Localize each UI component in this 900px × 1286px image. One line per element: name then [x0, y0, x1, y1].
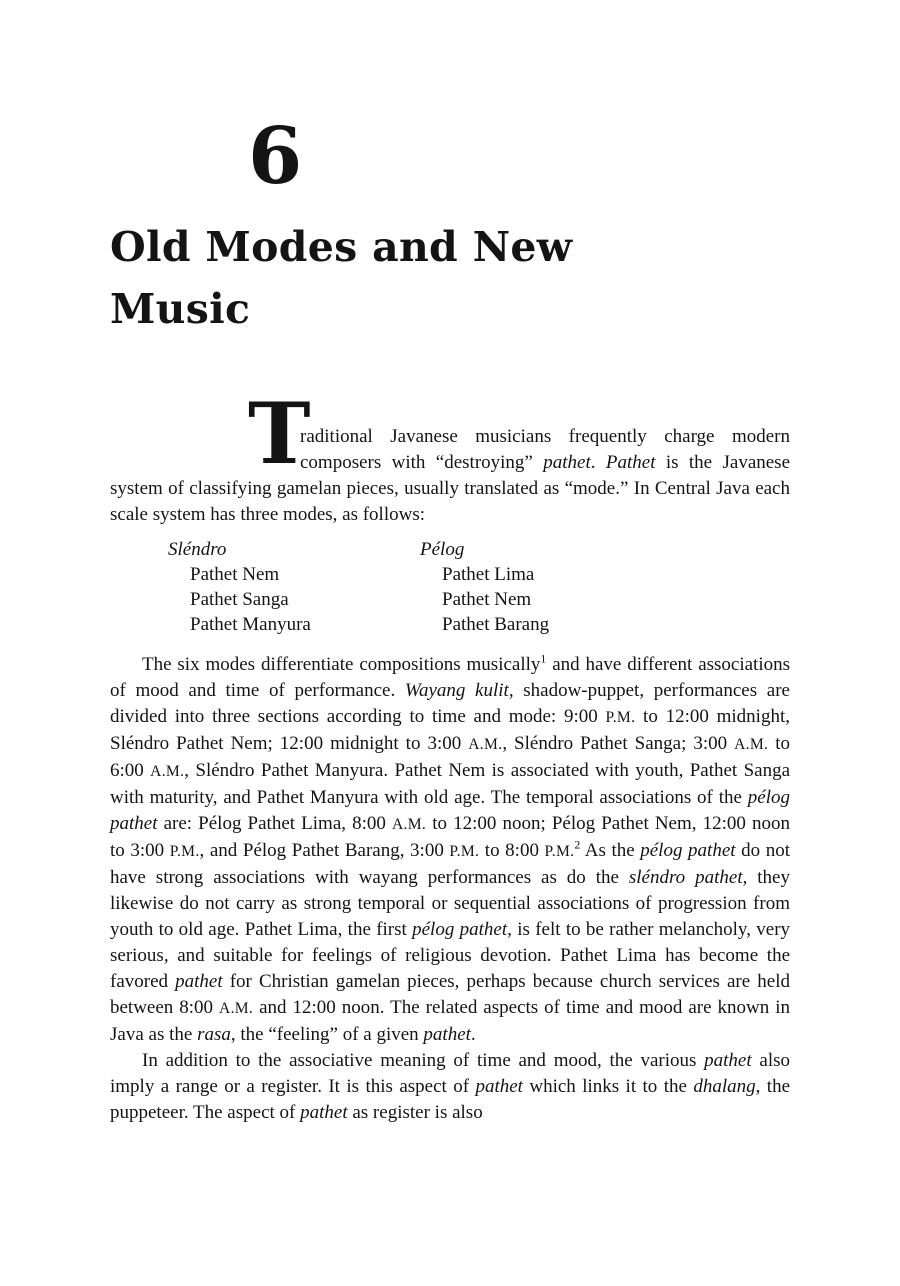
chapter-number: 6	[248, 111, 303, 202]
mode-item: Pathet Nem	[190, 564, 280, 585]
mode-item: Pathet Lima	[442, 564, 535, 585]
pelog-items	[420, 562, 672, 637]
mode-item: Pathet Manyura	[190, 614, 311, 635]
body-paragraph-2: In addition to the associative meaning of time and mood, the various pathet also imply a range or a register. It is this aspect of pathet which links it to the dhalang, the puppeteer. The aspect of pathet as register is also	[110, 1050, 791, 1123]
small-caps-time: A.M.	[468, 736, 503, 753]
mode-item: Pathet Barang	[442, 614, 550, 635]
small-caps-time: A.M.	[734, 736, 769, 753]
mode-item: Pathet Nem	[442, 589, 532, 610]
chapter-title-line-2: Music	[110, 285, 251, 333]
mode-item: Pathet Sanga	[190, 589, 289, 610]
small-caps-time: P.M.	[169, 843, 200, 860]
slendro-items	[168, 562, 420, 637]
small-caps-time: P.M.	[544, 843, 575, 860]
body-paragraph-1: The six modes differentiate compositions musically$^1$ and have different associations of mood and time of performance. Wayang kulit, shadow-puppet, performances are divided into three sections according to time and mode: 9:00 P.M. to 12:00 midnight, Sléndro Pathet Nem; 12:00 midnight to 3:00 A.M., Sléndro Pathet Sanga; 3:00 A.M. to 6:00 A.M., Sléndro Pathet Manyura. Pathet Nem is associated with youth, Pathet Sanga with maturity, and Pathet Manyura with old age. The temporal associations of the pélog pathet are: Pélog Pathet Lima, 8:00 A.M. to 12:00 noon; Pélog Pathet Nem, 12:00 noon to 3:00 P.M., and Pélog Pathet Barang, 3:00 P.M. to 8:00 P.M.$^2$ As the pélog pathet do not have strong associations with wayang performances as do the sléndro pathet, they likewise do not carry as strong temporal or sequential associations of progression from youth to old age. Pathet Lima, the first pélog pathet, is felt to be rather melancholy, very serious, and suitable for feelings of religious devotion. Pathet Lima has become the favored pathet for Christian gamelan pieces, perhaps because church services are held between 8:00 A.M. and 12:00 noon. The related aspects of time and mood are known in Java as the rasa, the “feeling” of a given pathet.	[110, 652, 791, 1045]
small-caps-time: A.M.	[150, 763, 185, 780]
small-caps-time: P.M.	[605, 709, 636, 726]
pelog-column	[420, 537, 672, 637]
small-caps-time: A.M.	[219, 1000, 254, 1017]
chapter-title-line-1: Old Modes and New	[110, 223, 573, 271]
small-caps-time: A.M.	[392, 816, 427, 833]
small-caps-time: P.M.	[449, 843, 480, 860]
slendro-column-header: Sléndro	[168, 539, 227, 560]
mode-table	[168, 537, 790, 637]
chapter-title	[110, 216, 790, 340]
footnote-ref: 2	[574, 838, 581, 852]
footnote-ref: 1	[540, 652, 547, 666]
pelog-column-header: Pélog	[420, 539, 465, 560]
dropcap-t: T	[248, 384, 311, 483]
slendro-column	[168, 537, 420, 637]
intro-paragraph-text: raditional Javanese musicians frequently charge modern composers with “destroying” pathet. Pathet is the Javanese system of classifying gamelan pieces, usually translated as “mode.” In Central Java each scale system has three modes, as follows:	[110, 426, 791, 525]
intro-paragraph	[110, 384, 791, 528]
